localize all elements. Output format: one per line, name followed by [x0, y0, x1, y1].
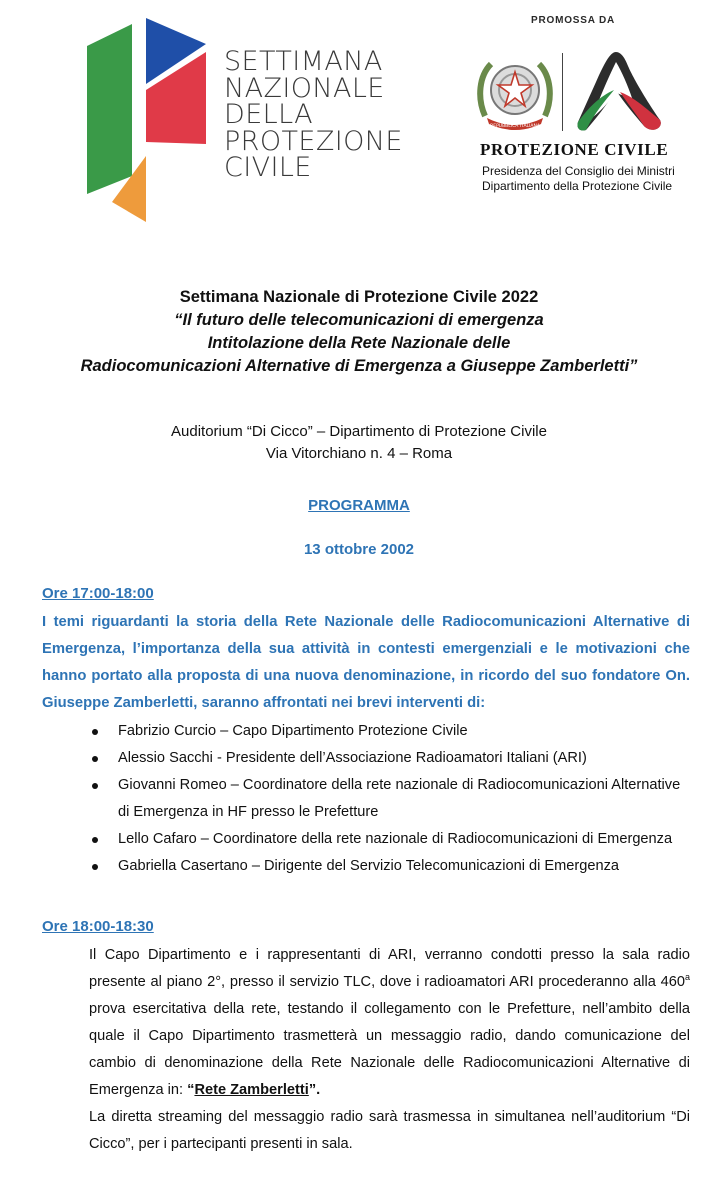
bullet-icon: [92, 837, 98, 843]
venue: Auditorium “Di Cicco” – Dipartimento di Protezione Civile Via Vitorchiano n. 4 – Roma: [171, 423, 547, 462]
bullet-icon: [92, 783, 98, 789]
session2-paragraph: Il Capo Dipartimento e i rappresentanti di ARI, verranno condotti presso la sala radio presente al piano 2°, presso il servizio TLC, dove i radioamatori ARI procederanno alla 460$^a$ prova esercitativa della rete, testando il collegamento con le Prefetture, nell’ambito della quale il Capo Dipartimento trasmetterà un messaggio radio, dando comunicazione del cambio di denominazione della Rete Nazionale delle Radiocomunicazioni Alternative di Emergenza in: “Rete Zamberletti”.: [89, 947, 690, 1098]
session2-body: [89, 942, 690, 1158]
event-name: SETTIMANA NAZIONALE DELLA PROTEZIONE CIVILE: [224, 46, 403, 183]
italian-republic-emblem-icon: [477, 52, 553, 134]
programma-heading: PROGRAMMA: [308, 497, 410, 514]
list-item: Giovanni Romeo – Coordinatore della rete nazionale di Radiocomunicazioni Alternative di Emergenza in HF presso le Prefetture: [92, 772, 692, 826]
logo-divider: [562, 53, 563, 131]
org-subtitle: Presidenza del Consiglio dei Ministri Dipartimento della Protezione Civile: [482, 164, 675, 193]
org-title: PROTEZIONE CIVILE: [480, 140, 669, 159]
event-date: 13 ottobre 2002: [303, 541, 415, 558]
list-item: Fabrizio Curcio – Capo Dipartimento Protezione Civile: [92, 718, 692, 745]
protezione-civile-logo-icon: [570, 50, 666, 134]
session2-time: Ore 18:00-18:30: [42, 918, 154, 935]
list-item: Gabriella Casertano – Dirigente del Servizio Telecomunicazioni di Emergenza: [92, 853, 692, 880]
session1-time: Ore 17:00-18:00: [42, 585, 154, 602]
bullet-icon: [92, 729, 98, 735]
document-title: Settimana Nazionale di Protezione Civile 2022 “Il futuro delle telecomunicazioni di emergenza Intitolazione della Rete Nazionale delle Radiocomunicazioni Alternative di Emergenza a Giuseppe Zamberletti”: [80, 288, 638, 375]
session2-streaming-note: La diretta streaming del messaggio radio sarà trasmessa in simultanea nell’auditorium “Di Cicco”, per i partecipanti presenti in sala.: [89, 1109, 690, 1152]
speaker-list: [92, 718, 692, 880]
svg-text:REPUBBLICA ITALIANA: REPUBBLICA ITALIANA: [490, 124, 540, 129]
bullet-icon: [92, 756, 98, 762]
promoted-by-label: PROMOSSA DA: [531, 15, 615, 26]
rete-zamberletti-name: “Rete Zamberletti”.: [187, 1082, 321, 1098]
list-item: Alessio Sacchi - Presidente dell’Associazione Radioamatori Italiani (ARI): [92, 745, 692, 772]
session1-intro: I temi riguardanti la storia della Rete Nazionale delle Radiocomunicazioni Alternative di Emergenza, l’importanza della sua attività in contesti emergenziali e le motivazioni che hanno portato alla proposta di una nuova denominazione, in ricordo del suo fondatore On. Giuseppe Zamberletti, saranno affrontati nei brevi interventi di:: [42, 614, 690, 711]
bullet-icon: [92, 864, 98, 870]
list-item: Lello Cafaro – Coordinatore della rete nazionale di Radiocomunicazioni di Emergenza: [92, 826, 692, 853]
event-logo-icon: [82, 16, 212, 226]
